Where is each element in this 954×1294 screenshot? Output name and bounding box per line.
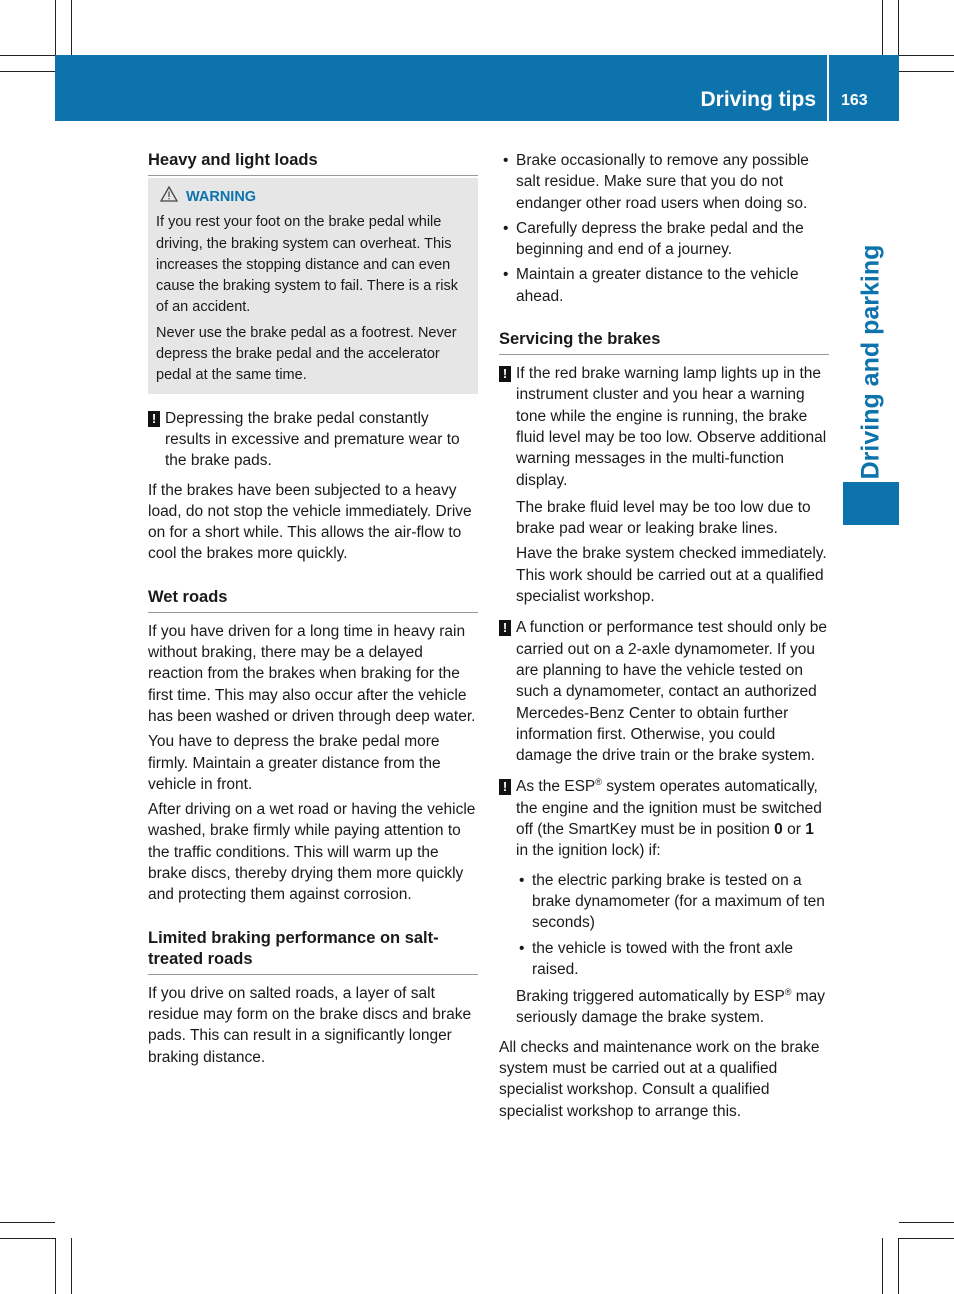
- key-position-1: 1: [805, 821, 814, 839]
- list-item: • Brake occasionally to remove any possible salt residue. Make sure that you do not endanger other road users when doing so.: [499, 150, 829, 214]
- crop-mark: [0, 71, 55, 72]
- notice-item: [499, 617, 829, 766]
- crop-mark: [898, 1238, 899, 1294]
- registered-mark: ®: [595, 777, 602, 788]
- crop-mark: [0, 1222, 55, 1223]
- heading-salt-roads: Limited braking performance on salt-treated roads: [148, 928, 478, 975]
- crop-mark: [0, 1238, 55, 1239]
- list-item: • Maintain a greater distance to the vehicle ahead.: [499, 264, 829, 307]
- registered-mark: ®: [784, 986, 792, 997]
- crop-mark: [55, 0, 56, 55]
- notice-text: in the ignition lock) if:: [516, 842, 661, 860]
- crop-mark: [71, 0, 72, 55]
- crop-mark: [882, 1238, 883, 1294]
- crop-mark: [899, 1222, 954, 1223]
- warning-text: If you rest your foot on the brake pedal while driving, the braking system can overheat. This increases the stopping distance and can even cause the braking system to fail. There is a risk of an accident.: [156, 214, 458, 316]
- list-item: • Carefully depress the brake pedal and the beginning and end of a journey.: [499, 218, 829, 261]
- notice-text: system operates automatically, the engine and the ignition must be switched off (the SmartKey must be in position: [516, 778, 822, 839]
- notice-text: A function or performance test should only be carried out on a 2-axle dynamometer. If you are planning to have the vehicle tested on such a dynamometer, contact an authorized Mercedes-Benz Center to obtain further information first. Otherwise, you could damage the drive train or the brake system.: [516, 619, 828, 765]
- paragraph: After driving on a wet road or having the vehicle washed, brake firmly while paying attention to the traffic conditions. This will warm up the brake discs, thereby drying them more quickly and protecting them against corrosion.: [148, 801, 476, 904]
- page-number: 163: [841, 92, 868, 109]
- exclamation-icon: !: [148, 411, 160, 427]
- crop-mark: [899, 71, 954, 72]
- crop-mark: [899, 55, 954, 56]
- heading-heavy-loads: Heavy and light loads: [148, 150, 478, 176]
- warning-label: WARNING: [186, 189, 257, 205]
- paragraph: [499, 986, 829, 1029]
- heading-servicing: Servicing the brakes: [499, 329, 829, 355]
- paragraph-text: may seriously damage the brake system.: [516, 988, 826, 1027]
- notice-item: [499, 363, 829, 491]
- left-column: [148, 150, 478, 1072]
- key-position-0: 0: [774, 821, 783, 839]
- section-title: Driving tips: [700, 88, 816, 111]
- notice-text: Depressing the brake pedal constantly results in excessive and premature wear to the brake pads.: [165, 409, 460, 470]
- paragraph: Have the brake system checked immediately. This work should be carried out at a qualified specialist workshop.: [516, 545, 827, 606]
- list-item: • the electric parking brake is tested on a brake dynamometer (for a maximum of ten seconds): [499, 870, 829, 934]
- heading-wet-roads: Wet roads: [148, 587, 478, 613]
- notice-item: [499, 776, 829, 861]
- notice-item: [148, 408, 478, 472]
- crop-mark: [882, 0, 883, 55]
- warning-triangle-icon: [160, 186, 178, 209]
- exclamation-icon: !: [499, 366, 511, 382]
- paragraph: All checks and maintenance work on the brake system must be carried out at a qualified specialist workshop. Consult a qualified specialist workshop to arrange this.: [499, 1038, 820, 1120]
- crop-mark: [899, 1238, 954, 1239]
- crop-mark: [71, 1238, 72, 1294]
- crop-mark: [898, 0, 899, 55]
- paragraph: You have to depress the brake pedal more firmly. Maintain a greater distance from the vehicle in front.: [148, 733, 441, 793]
- paragraph: If you have driven for a long time in heavy rain without braking, there may be a delayed reaction from the brakes when braking for the first time. This may also occur after the vehicle has been washed or driven through deep water.: [148, 622, 476, 725]
- paragraph: If you drive on salted roads, a layer of salt residue may form on the brake discs and brake pads. This can result in a significantly longer braking distance.: [148, 984, 472, 1066]
- exclamation-icon: !: [499, 779, 511, 795]
- warning-box: [148, 178, 478, 394]
- chapter-tab-label: Driving and parking: [856, 244, 885, 480]
- paragraph-text: Braking triggered automatically by ESP: [516, 988, 785, 1006]
- warning-text: Never use the brake pedal as a footrest. Never depress the brake pedal and the accelerator pedal at the same time.: [156, 324, 457, 384]
- warning-header: [156, 186, 470, 209]
- crop-mark: [55, 1238, 56, 1294]
- exclamation-icon: !: [499, 620, 511, 636]
- crop-mark: [0, 55, 55, 56]
- right-column: [499, 150, 829, 1126]
- paragraph: If the brakes have been subjected to a heavy load, do not stop the vehicle immediately. Drive on for a short while. This allows the air-flow to cool the brakes more quickly.: [148, 481, 472, 563]
- notice-text: As the ESP: [516, 778, 596, 796]
- header-divider: [827, 55, 829, 121]
- list-item: • the vehicle is towed with the front axle raised.: [499, 938, 829, 981]
- notice-text: If the red brake warning lamp lights up in the instrument cluster and you hear a warning tone while the engine is running, the brake fluid level may be too low. Observe additional warning messages in the multi-function display.: [516, 365, 827, 489]
- paragraph: The brake fluid level may be too low due to brake pad wear or leaking brake lines.: [516, 498, 811, 538]
- chapter-tab-marker: [843, 482, 899, 525]
- notice-text: or: [782, 821, 806, 839]
